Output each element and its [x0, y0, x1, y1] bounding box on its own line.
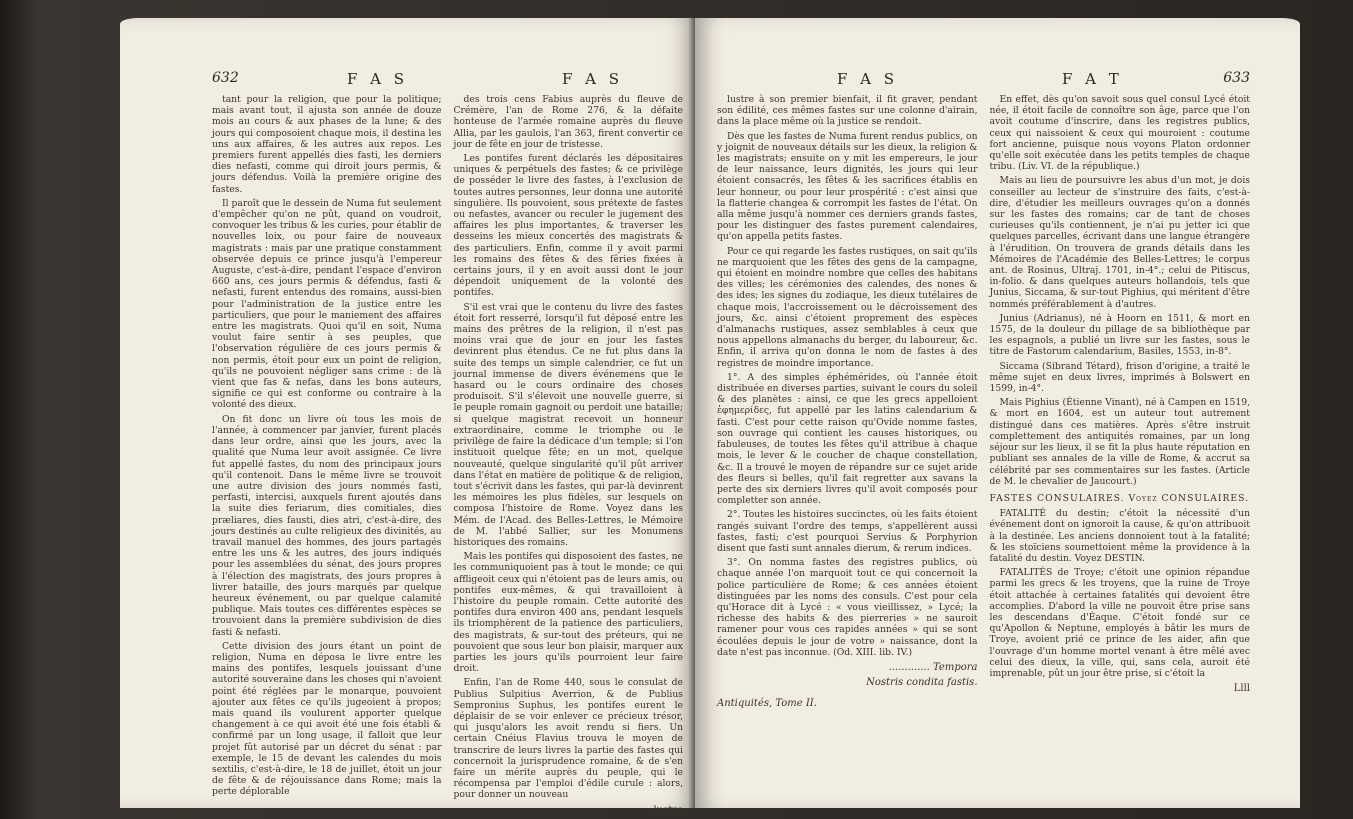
paragraph: Mais Pighius (Étienne Vinant), né à Campen en 1519, & mort en 1604, est un auteur tout autrement distingué dans ces matières. Après s'être instruit complettement des antiquités romaines, par un long séjour sur les lieux, il se fit la plus haute réputation en publiant ses annales de la ville de Rome, & accrut sa célébrité par ses commentaires sur les fastes. (Article de M. le chevalier de Jaucourt.)	[989, 397, 1250, 487]
running-head-right: F A T	[1062, 70, 1123, 88]
paragraph: des trois cens Fabius auprès du fleuve de Crémère, l'an de Rome 276, & la défaite honteuse de l'armée romaine auprès du fleuve Allia, par les gaulois, l'an 363, firent convertir ce jour de fête en jour de tristesse.	[453, 94, 683, 150]
verse-line: Nostris condita fastis.	[866, 677, 978, 689]
paragraph: tant pour la religion, que pour la politique; mais avant tout, il ajusta son année de douze mois au cours & aux phases de la lune; & des jours qui composoient chaque mois, il destina les uns aux affaires, & les autres aux repos. Les premiers furent appellés dies fasti, les derniers dies nefasti, comme qui diroit jours permis, & jours défendus. Voilà la première origine des fastes.	[212, 94, 442, 195]
right-column-2	[990, 94, 1251, 710]
right-page	[695, 18, 1300, 808]
running-head-right: F A S	[562, 70, 624, 88]
signature-mark: Llll	[1233, 683, 1250, 695]
paragraph: En effet, dès qu'on savoit sous quel consul Lycé étoit née, il étoit facile de connoître son âge, parce que l'on avoit coutume d'inscrire, dans les registres publics, ceux qui naissoient & ceux qui mouroient : coutume fort ancienne, puisque nous voyons Platon ordonner qu'elle soit exécutée dans les petits temples de chaque tribu. (Liv. VI. de la république.)	[989, 94, 1250, 173]
paragraph: Pour ce qui regarde les fastes rustiques, on sait qu'ils ne marquoient que les fêtes des gens de la campagne, qui étoient en moindre nombre que celles des habitans des villes; les cérémonies des calendes, des nones & des ides; les signes du zodiaque, les dieux tutélaires de chaque mois, l'accroissement ou le décroissement des jours, &c. ainsi c'étoient proprement des espèces d'almanachs rustiques, assez semblables à ceux que nous appellons almanachs du berger, du laboureur, &c. Enfin, il arriva qu'on donna le nom de fastes à des registres de moindre importance.	[717, 245, 978, 369]
paragraph: Dès que les fastes de Numa furent rendus publics, on y joignit de nouveaux détails sur les dieux, la religion & les magistrats; ensuite on y mit les empereurs, le jour de leur naissance, leurs dignités, les jours qui leur étoient consacrés, les fêtes & les sacrifices établis en leur honneur, ou pour leur prospérité : c'est ainsi que la flatterie changea & corrompit les fastes de l'état. On alla même jusqu'à nommer ces derniers grands fastes, pour les distinguer des fastes purement calendaires, qu'on appella petits fastes.	[717, 130, 978, 243]
paragraph: FATALITÉ du destin; c'étoit la nécessité d'un événement dont on ignoroit la cause, & qu'on attribuoit à la destinée. Les anciens donnoient tout à la fatalité; & les stoïciens soumettoient même la providence à la fatalité du destin. Voyez DESTIN.	[989, 508, 1250, 564]
paragraph: Junius (Adrianus), né à Hoorn en 1511, & mort en 1575, de la douleur du pillage de sa bibliothèque par les espagnols, a publié un livre sur les fastes, sous le titre de Fastorum calendarium, Basiles, 1553, in-8°.	[989, 312, 1250, 358]
paragraph: lustre à son premier bienfait, il fit graver, pendant son édilité, ces mêmes fastes sur une colonne d'airain, dans la place même où la justice se rendoit.	[717, 94, 978, 128]
paragraph: Mais au lieu de poursuivre les abus d'un mot, je dois conseiller au lecteur de s'instruire des faits, c'est-à-dire, d'étudier les meilleurs ouvrages qu'on a donnés sur les fastes des romains; car de tant de choses curieuses qu'ils contiennent, je n'ai pu jetter ici que quelques parcelles, écrivant dans une langue étrangère à l'érudition. On trouvera de grands détails dans les Mémoires de l'Académie des Belles-Lettres; le corpus ant. de Rosinus, Ultraj. 1701, in-4°.; celui de Pitiscus, in-folio. & dans quelques auteurs hollandois, tels que Junius, Siccama, & sur-tout Pighius, qui méritent d'être nommés préférablement à d'autres.	[989, 175, 1250, 310]
paragraph: Enfin, l'an de Rome 440, sous le consulat de Publius Sulpitius Averrion, & de Publius Sempronius Suphus, les pontifes eurent le déplaisir de se voir enlever ce précieux trésor, qui jusqu'alors les avoit rendu si fiers. Un certain Cnéius Flavius trouva le moyen de transcrire de leurs livres la partie des fastes qui concernoit la jurisprudence romaine, & de s'en faire un mérite auprès du peuple, qui le récompensa par l'emploi d'édile curule : alors, pour donner un nouveau	[453, 677, 683, 801]
page-footer: Antiquités, Tome II.	[717, 698, 817, 710]
paragraph: Il paroît que le dessein de Numa fut seulement d'empêcher qu'on ne pût, quand on voudroit, convoquer les tribus & les curies, pour établir de nouvelles loix, ou pour faire de nouveaux magistrats : mais par une pratique constamment observée depuis ce prince jusqu'à l'empereur Auguste, c'est-à-dire, pendant l'espace d'environ 660 ans, ces jours permis & défendus, fasti & nefasti, furent entendus des romains, aussi-bien pour l'administration de la justice entre les particuliers, que pour le maniement des affaires entre les magistrats. Quoi qu'il en soit, Numa voulut faire sentir à ses peuples, que l'observation régulière de ces jours permis & non permis, étoit pour eux un point de religion, qu'ils ne pouvoient négliger sans crime : de là vient que fas & nefas, dans les bons auteurs, signifie ce qui est conforme ou contraire à la volonté des dieux.	[212, 197, 442, 411]
catchword: lustre	[653, 804, 683, 816]
page-number: 633	[1223, 70, 1250, 86]
verse-line: ............. Tempora	[888, 661, 978, 673]
paragraph: 3°. On nomma fastes des registres publics, où chaque année l'on marquoit tout ce qui concernoit la police particulière de Rome; & ces années étoient distinguées par les noms des consuls. C'est pour cela qu'Horace dit à Lycé : « vous vieillissez, » Lycé; la richesse des habits & des pierreries » ne sauroit ramener pour vous ces rapides années » qui se sont écoulées depuis le jour de votre » naissance, dont la date n'est pas inconnue. (Od. XIII. lib. IV.)	[717, 557, 978, 658]
left-column-2	[454, 94, 684, 816]
right-columns	[717, 94, 1250, 710]
section-heading: FASTES CONSULAIRES. Voyez CONSULAIRES.	[989, 492, 1249, 504]
paragraph: Les pontifes furent déclarés les dépositaires uniques & perpétuels des fastes; & ce privilège de posséder le livre des fastes, à l'exclusion de toutes autres personnes, leur donna une autorité singulière. Ils pouvoient, sous prétexte de fastes ou nefastes, avancer ou reculer le jugement des affaires les plus importantes, & traverser les desseins les mieux concertés des magistrats & des particuliers. Enfin, comme il y avoit parmi les romains des fêtes & des fêries fixées à certains jours, il y en avoit aussi dont le jour dépendoit uniquement de la volonté des pontifes.	[453, 153, 683, 299]
running-head-left: F A S	[347, 70, 409, 88]
left-column-1	[212, 94, 442, 816]
paragraph: S'il est vrai que le contenu du livre des fastes étoit fort resserré, lorsqu'il fut déposé entre les mains des prêtres de la religion, il n'est pas moins vrai que de jour en jour les fastes devinrent plus étendus. Ce ne fut plus dans la suite des temps un simple calendrier, ce fut un journal immense de divers événemens que le hasard ou le cours ordinaire des choses produisoit. S'il s'élevoit une nouvelle guerre, si le peuple romain gagnoit ou perdoit une bataille; si quelque magistrat recevoit un honneur extraordinaire, comme le triomphe ou le privilège de faire la dédicace d'un temple; si l'on instituoit quelque fête; en un mot, quelque nouveauté, quelque singularité qu'il pût arriver dans l'état en matière de politique & de religion, tout s'écrivit dans les fastes, qui par-là devinrent les mémoires les plus fidèles, sur lesquels on composa l'histoire de Rome. Voyez dans les Mém. de l'Acad. des Belles-Lettres, le Mémoire de M. l'abbé Sallier, sur les Monumens historiques des romains.	[453, 301, 683, 548]
paragraph: Cette division des jours étant un point de religion, Numa en déposa le livre entre les mains des pontifes, lesquels jouissant d'une autorité souveraine dans les choses qui n'avoient point été réglées par le monarque, pouvoient ajouter aux fêtes ce qu'ils jugeoient à propos; mais quand ils voulurent apporter quelque changement à ce qui avoit été une fois établi & confirmé par un long usage, il falloit que leur projet fût autorisé par un décret du sénat : par exemple, le 15 de devant les calendes du mois sextilis, c'est-à-dire, le 18 de juillet, étoit un jour de fête & de réjouissance dans Rome; mais la perte déplorable	[212, 640, 442, 798]
page-number: 632	[212, 70, 239, 86]
paragraph: 1°. A des simples éphémérides, où l'année étoit distribuée en diverses parties, suivant le cours du soleil & des planètes : ainsi, ce que les grecs appelloient ἐφημερίδες, fut appellé par les latins calendarium & fasti. C'est pour cette raison qu'Ovide nomme fastes, son ouvrage qui contient les causes historiques, ou fabuleuses, de toutes les fêtes qu'il attribue à chaque mois, le lever & le coucher de chaque constellation, &c. Il a trouvé le moyen de répandre sur ce sujet aride des fleurs si belles, qu'il fait regretter aux savans la perte des six derniers livres qu'il avoit composés pour completter son année.	[717, 371, 978, 507]
paragraph: Mais les pontifes qui disposoient des fastes, ne les communiquoient pas à tout le monde; ce qui affligeoit ceux qui n'étoient pas de leurs amis, ou pontifes eux-mêmes, & qui travailloient à l'histoire du peuple romain. Cette autorité des pontifes dura environ 400 ans, pendant lesquels ils triomphèrent de la patience des particuliers, des magistrats, & sur-tout des préteurs, qui ne pouvoient que sous leur bon plaisir, marquer aux parties les jours qu'ils pourroient leur faire droit.	[453, 551, 683, 675]
paragraph: Siccama (Sibrand Tétard), frison d'origine, a traité le même sujet en deux livres, imprimés à Bolswert en 1599, in-4°.	[989, 360, 1250, 395]
left-columns	[212, 94, 683, 816]
right-column-1	[717, 94, 978, 710]
running-head-left: F A S	[837, 70, 899, 88]
left-page-header	[212, 70, 683, 94]
paragraph: FATALITÉS de Troye; c'étoit une opinion répandue parmi les grecs & les troyens, que la ruine de Troye étoit attachée à certaines fatalités qui devoient être accomplies. D'abord la ville ne pouvoit être prise sans les descendans d'Éaque. C'étoit fondé sur ce qu'Apollon & Neptune, employés à bâtir les murs de Troye, avoient prié ce prince de les aider, afin que l'ouvrage d'un homme mortel venant à être mêlé avec celui des dieux, la ville, qui, sans cela, auroit été imprenable, pût un jour être prise, si c'étoit la	[989, 567, 1250, 679]
paragraph: On fit donc un livre où tous les mois de l'année, à commencer par janvier, furent placés dans leur ordre, ainsi que les jours, avec la qualité que Numa leur avoit assignée. Ce livre fut appellé fastes, du nom des principaux jours qu'il contenoit. Dans le même livre se trouvoit une autre division des jours nommés fasti, perfasti, intercisi, auxquels furent ajoutés dans la suite dies feriarum, dies comitiales, dies præliares, dies fausti, dies atri, c'est-à-dire, des jours destinés au culte religieux des divinités, au travail manuel des hommes, des jours partagés entre les uns & les autres, des jours indiqués pour les assemblées du sénat, des jours propres à l'élection des magistrats, des jours propres à livrer bataille, des jours marqués par quelque heureux événement, ou par quelque calamité publique. Mais toutes ces différentes espèces se trouvoient dans la première subdivision de dies fasti & nefasti.	[212, 413, 442, 638]
right-page-header	[717, 70, 1250, 94]
paragraph: 2°. Toutes les histoires succinctes, où les faits étoient rangés suivant l'ordre des temps, s'appellèrent aussi fastes, fasti; c'est pourquoi Servius & Porphyrion disent que fasti sunt annales dierum, & rerum indices.	[717, 509, 978, 554]
left-page	[120, 18, 695, 816]
